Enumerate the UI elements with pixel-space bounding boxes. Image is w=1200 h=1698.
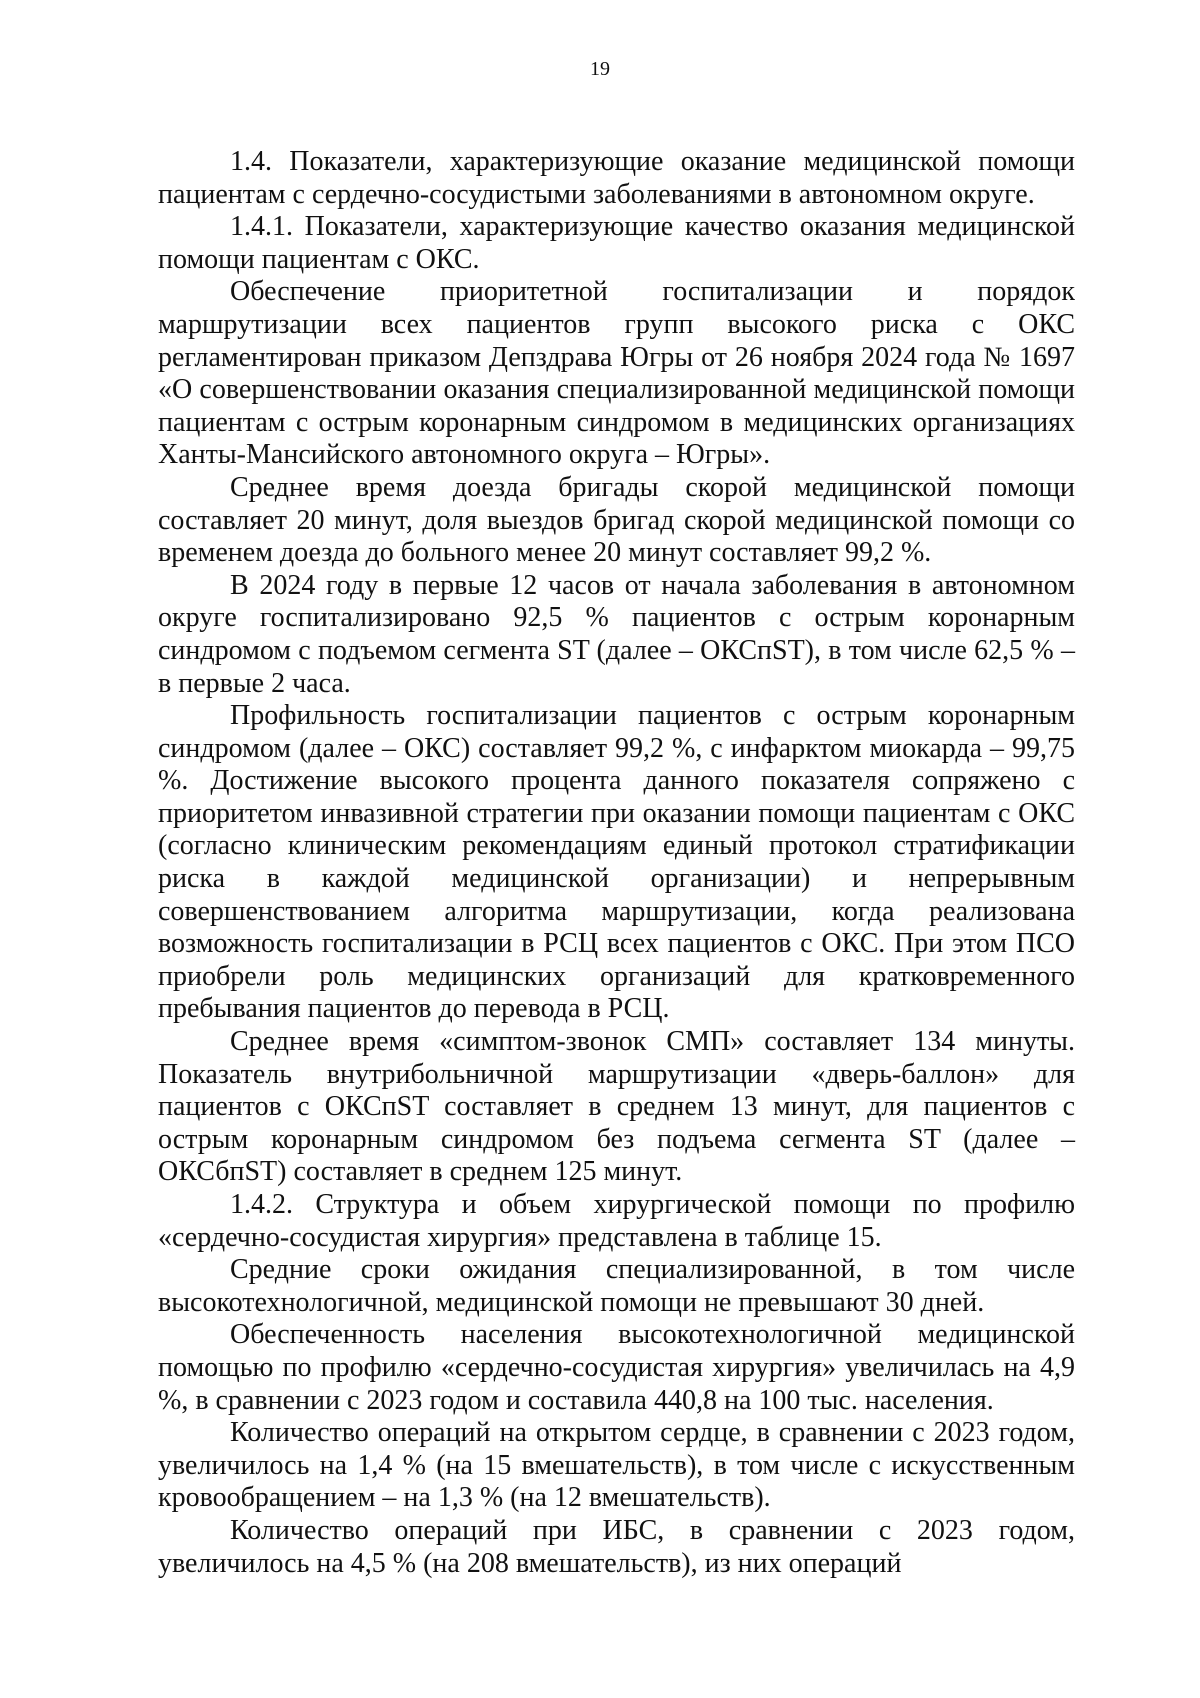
- paragraph: В 2024 году в первые 12 часов от начала заболевания в автономном округе госпитализировано 92,5 % пациентов с острым коронарным синдромом с подъемом сегмента ST (далее – ОКСпST), в том числе 62,5 % – в первые 2 часа.: [158, 569, 1075, 699]
- document-body: [158, 146, 1075, 1580]
- paragraph: Количество операций на открытом сердце, в сравнении с 2023 годом, увеличилось на 1,4 % (на 15 вмешательств), в том числе с искусственным кровообращением – на 1,3 % (на 12 вмешательств).: [158, 1417, 1075, 1514]
- paragraph: Обеспечение приоритетной госпитализации и порядок маршрутизации всех пациентов групп высокого риска с ОКС регламентирован приказом Депздрава Югры от 26 ноября 2024 года № 1697 «О совершенствовании оказания специализированной медицинской помощи пациентам с острым коронарным синдромом в медицинских организациях Ханты-Мансийского автономного округа – Югры».: [158, 276, 1075, 471]
- paragraph: 1.4. Показатели, характеризующие оказание медицинской помощи пациентам с сердечно-сосудистыми заболеваниями в автономном округе.: [158, 146, 1075, 210]
- paragraph: 1.4.2. Структура и объем хирургической помощи по профилю «сердечно-сосудистая хирургия» представлена в таблице 15.: [158, 1189, 1075, 1253]
- paragraph: 1.4.1. Показатели, характеризующие качество оказания медицинской помощи пациентам с ОКС.: [158, 211, 1075, 275]
- paragraph: Профильность госпитализации пациентов с острым коронарным синдромом (далее – ОКС) составляет 99,2 %, с инфарктом миокарда – 99,75 %. Достижение высокого процента данного показателя сопряжено с приоритетом инвазивной стратегии при оказании помощи пациентам с ОКС (согласно клиническим рекомендациям единый протокол стратификации риска в каждой медицинской организации) и непрерывным совершенствованием алгоритма маршрутизации, когда реализована возможность госпитализации в РСЦ всех пациентов с ОКС. При этом ПСО приобрели роль медицинских организаций для кратковременного пребывания пациентов до перевода в РСЦ.: [158, 700, 1075, 1025]
- paragraph: Среднее время «симптом-звонок СМП» составляет 134 минуты. Показатель внутрибольничной маршрутизации «дверь-баллон» для пациентов с ОКСпST составляет в среднем 13 минут, для пациентов с острым коронарным синдромом без подъема сегмента ST (далее – ОКСбпST) составляет в среднем 125 минут.: [158, 1026, 1075, 1188]
- paragraph: Средние сроки ожидания специализированной, в том числе высокотехнологичной, медицинской помощи не превышают 30 дней.: [158, 1254, 1075, 1318]
- paragraph: Количество операций при ИБС, в сравнении с 2023 годом, увеличилось на 4,5 % (на 208 вмешательств), из них операций: [158, 1514, 1075, 1579]
- page-number: 19: [590, 58, 610, 80]
- paragraph: Обеспеченность населения высокотехнологичной медицинской помощью по профилю «сердечно-сосудистая хирургия» увеличилась на 4,9 %, в сравнении с 2023 годом и составила 440,8 на 100 тыс. населения.: [158, 1319, 1075, 1416]
- paragraph: Среднее время доезда бригады скорой медицинской помощи составляет 20 минут, доля выездов бригад скорой медицинской помощи со временем доезда до больного менее 20 минут составляет 99,2 %.: [158, 471, 1075, 569]
